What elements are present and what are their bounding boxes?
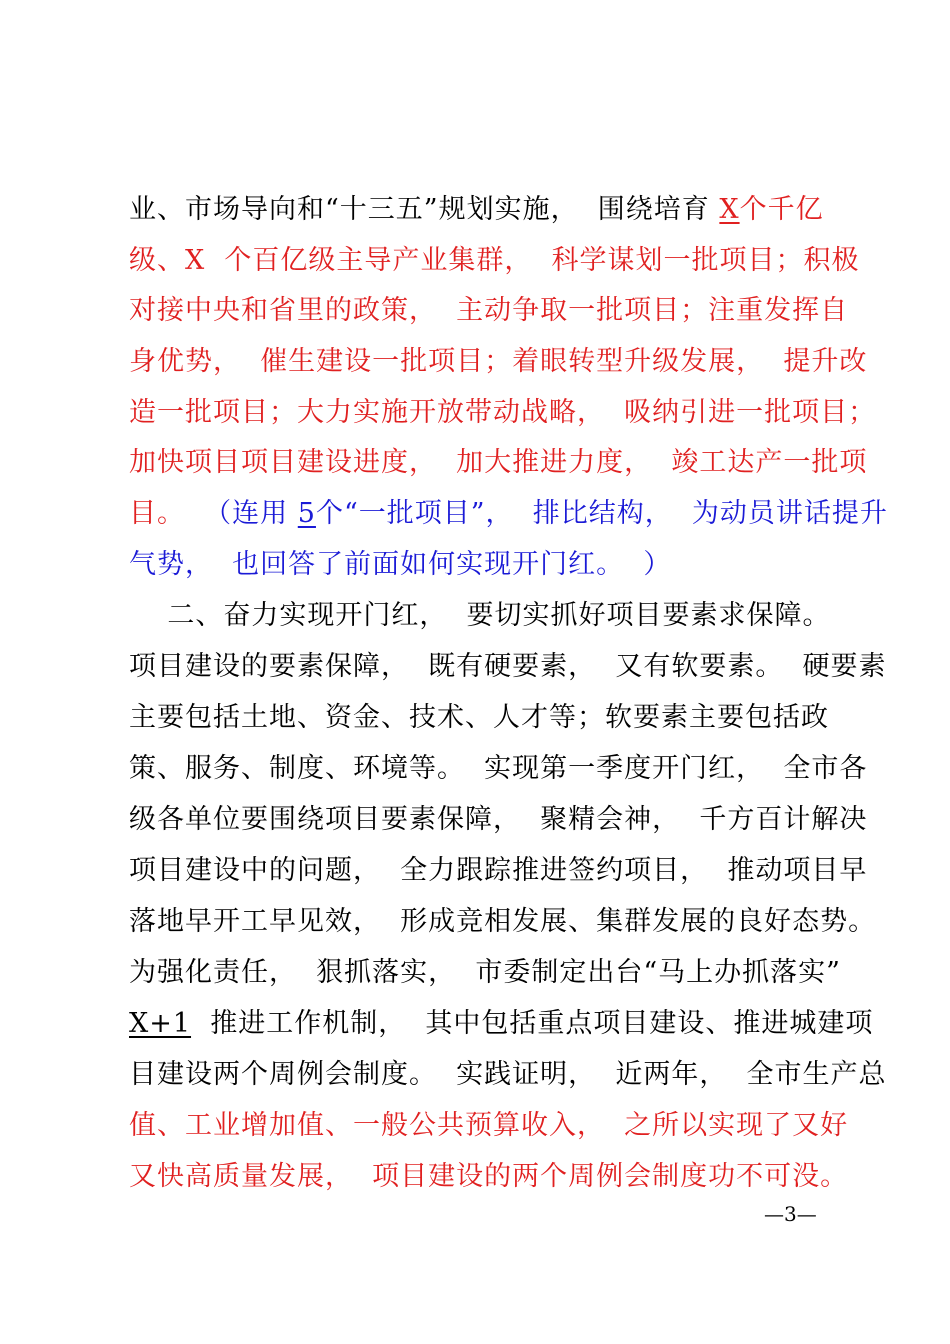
page-number: —3— — [764, 1202, 817, 1226]
text-segment: 目。 — [129, 498, 205, 529]
text-line — [129, 698, 929, 738]
text-segment: 项目建设中的问题， 全力跟踪推进签约项目， 推动项目早 — [129, 855, 868, 886]
text-segment: 个“一批项目”， 排比结构， 为动员讲话提升 — [315, 498, 888, 529]
text-line — [129, 241, 929, 281]
text-line — [129, 190, 929, 230]
text-segment: 气势， 也回答了前面如何实现开门红。 ） — [129, 549, 672, 580]
text-line — [129, 342, 929, 382]
text-segment: 主要包括土地、资金、技术、人才等；软要素主要包括政 — [129, 702, 829, 733]
underlined-text: X — [719, 194, 740, 225]
text-line — [129, 851, 929, 891]
text-segment: 又快高质量发展， 项目建设的两个周例会制度功不可没。 — [129, 1161, 849, 1192]
text-segment: 策、服务、制度、环境等。 实现第一季度开门红， 全市各 — [129, 753, 868, 784]
text-line — [129, 393, 929, 433]
text-line — [129, 494, 929, 534]
text-line — [129, 545, 929, 585]
text-line — [129, 596, 929, 636]
text-segment: 造一批项目；大力实施开放带动战略， 吸纳引进一批项目； — [129, 397, 877, 428]
text-line — [129, 291, 929, 331]
text-line — [129, 1004, 929, 1044]
text-line — [129, 749, 929, 789]
underlined-text: X+1 — [129, 1008, 192, 1039]
underlined-text: 5 — [297, 498, 316, 529]
text-segment: （连用 — [204, 498, 298, 529]
text-line — [129, 800, 929, 840]
text-segment: 项目建设的要素保障， 既有硬要素， 又有软要素。 硬要素 — [129, 651, 887, 682]
text-segment: 身优势， 催生建设一批项目；着眼转型升级发展， 提升改 — [129, 346, 868, 377]
text-line — [129, 1055, 929, 1095]
text-segment: 目建设两个周例会制度。 实践证明， 近两年， 全市生产总 — [129, 1059, 887, 1090]
text-line — [129, 1106, 929, 1146]
text-line — [129, 647, 929, 687]
text-segment: 个千亿 — [739, 194, 824, 225]
text-line — [129, 902, 929, 942]
text-segment: 值、工业增加值、一般公共预算收入， 之所以实现了又好 — [129, 1110, 849, 1141]
text-segment: 为强化责任， 狠抓落实， 市委制定出台“马上办抓落实” — [129, 957, 841, 988]
text-line — [129, 1157, 929, 1197]
text-segment: 落地早开工早见效， 形成竞相发展、集群发展的良好态势。 — [129, 906, 877, 937]
text-line — [129, 953, 929, 993]
text-segment: 业、市场导向和“十三五”规划实施， 围绕培育 — [129, 194, 720, 225]
text-segment: 级各单位要围绕项目要素保障， 聚精会神， 千方百计解决 — [129, 804, 868, 835]
text-segment: 级、X 个百亿级主导产业集群， 科学谋划一批项目；积极 — [129, 245, 860, 276]
text-segment: 对接中央和省里的政策， 主动争取一批项目；注重发挥自 — [129, 295, 849, 326]
text-segment: 推进工作机制， 其中包括重点项目建设、推进城建项 — [191, 1008, 874, 1039]
text-segment: 二、奋力实现开门红， 要切实抓好项目要素求保障。 — [129, 600, 831, 631]
text-line — [129, 443, 929, 483]
text-segment: 加快项目项目建设进度， 加大推进力度， 竣工达产一批项 — [129, 447, 868, 478]
